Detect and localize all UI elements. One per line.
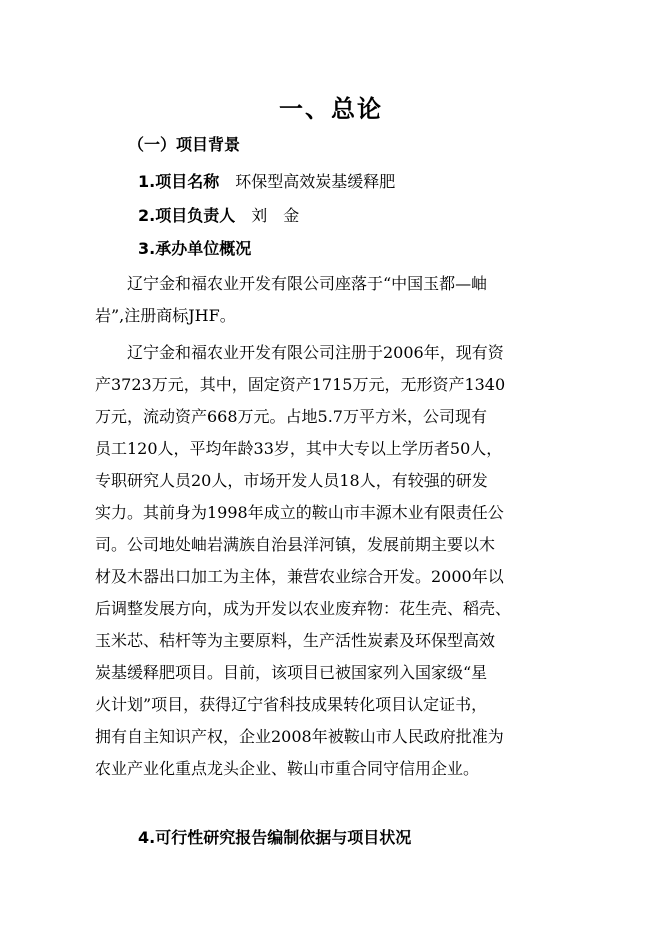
item-project-name-label: 1.项目名称 xyxy=(138,172,220,191)
item-project-leader-label: 2.项目负责人 xyxy=(138,206,236,225)
paragraph-line: 岩”,注册商标JHF。 xyxy=(95,306,236,325)
item-project-name-value: 环保型高效炭基缓释肥 xyxy=(235,172,396,191)
paragraph-line: 农业产业化重点龙头企业、鞍山市重合同守信用企业。 xyxy=(95,759,480,778)
item-feasibility-basis: 4.可行性研究报告编制依据与项目状况 xyxy=(138,828,412,847)
paragraph-line: 材及木器出口加工为主体，兼营农业综合开发。2000年以 xyxy=(95,567,504,586)
paragraph-line: 产3723万元，其中，固定资产1715万元，无形资产1340 xyxy=(95,375,506,394)
paragraph-line: 司。公司地处岫岩满族自治县洋河镇，发展前期主要以木 xyxy=(95,535,496,554)
section-heading: （一）项目背景 xyxy=(128,135,241,154)
paragraph-line: 专职研究人员20人，市场开发人员18人，有较强的研发 xyxy=(95,471,488,490)
paragraph-line: 万元，流动资产668万元。占地5.7万平方米，公司现有 xyxy=(95,407,487,426)
paragraph-line: 后调整发展方向，成为开发以农业废弃物：花生壳、稻壳、 xyxy=(95,599,512,618)
paragraph-line: 玉米芯、秸杆等为主要原料，生产活性炭素及环保型高效 xyxy=(95,631,496,650)
item-project-name xyxy=(138,170,395,194)
item-organizer-overview: 3.承办单位概况 xyxy=(138,239,252,258)
paragraph-line: 炭基缓释肥项目。目前，该项目已被国家列入国家级“星 xyxy=(95,663,488,682)
paragraph-line: 拥有自主知识产权，企业2008年被鞍山市人民政府批准为 xyxy=(95,727,504,746)
chapter-title: 一、总论 xyxy=(279,95,383,123)
item-project-leader-value: 刘 金 xyxy=(251,206,300,225)
paragraph-line: 员工120人，平均年龄33岁，其中大专以上学历者50人， xyxy=(95,439,503,458)
paragraph-line: 辽宁金和福农业开发有限公司注册于2006年，现有资 xyxy=(95,343,504,362)
paragraph-line: 辽宁金和福农业开发有限公司座落于“中国玉都—岫 xyxy=(95,274,488,293)
item-project-leader xyxy=(138,204,299,228)
paragraph-line: 火计划”项目，获得辽宁省科技成果转化项目认定证书， xyxy=(95,695,488,714)
paragraph-2 xyxy=(95,337,567,785)
paragraph-line: 实力。其前身为1998年成立的鞍山市丰源木业有限责任公 xyxy=(95,503,504,522)
paragraph-1 xyxy=(95,268,567,332)
